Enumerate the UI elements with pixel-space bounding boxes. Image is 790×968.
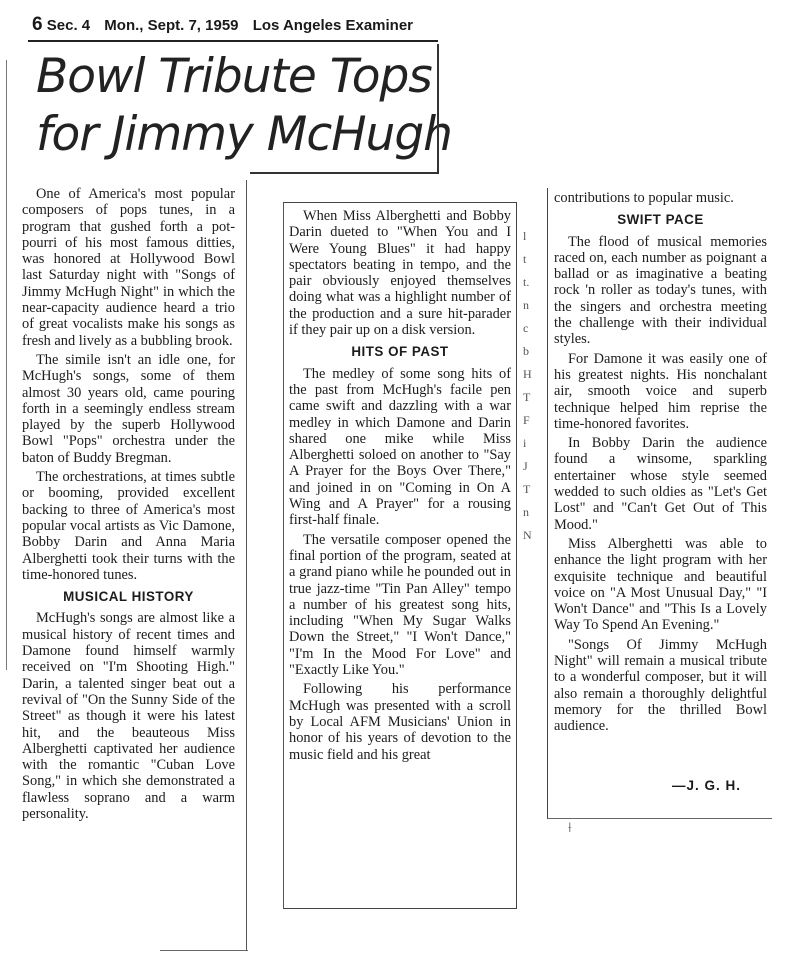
article-column-3 xyxy=(554,190,767,735)
paragraph: The versatile composer opened the final portion of the program, seated at a grand piano while he pounded out in true jazz-time "Tin Pan Alley" tempo a number of his greatest song hits, including "When My Sugar Walks Down the Street," "I Won't Dance," "I'm In the Mood For Love" and "Exactly Like You." xyxy=(289,531,511,679)
paragraph: For Damone it was easily one of his greatest nights. His nonchalant air, smooth voice and superb technique helped him reprise the time-honored favorites. xyxy=(554,350,767,432)
fragment: J xyxy=(523,459,528,473)
headline-border-bottom xyxy=(250,172,438,174)
paragraph: The medley of some song hits of the past from McHugh's facile pen came swift and dazzling with a war medley in which Damone and Darin shared one mike while Miss Alberghetti soloed on another to "Say A Prayer for the Boys Over There," and joined in on "Coming in On A Wing and A Prayer" for a rousing first-half finale. xyxy=(289,365,511,529)
paragraph: The flood of musical memories raced on, each number as poignant a ballad or as imaginative a beating rock 'n roller as today's tunes, with the singers and orchestra meeting the challenge with their individual styles. xyxy=(554,233,767,348)
fragment: F xyxy=(523,413,530,427)
fragment: b xyxy=(523,344,529,358)
article-column-2 xyxy=(289,208,511,763)
byline-initials: —J. G. H. xyxy=(672,778,742,793)
fragment: T xyxy=(523,390,531,404)
article-column-1 xyxy=(22,186,235,822)
headline-line-1: Bowl Tribute Tops xyxy=(36,49,432,104)
newspaper-name: Los Angeles Examiner xyxy=(252,17,414,34)
headline-line-2: for Jimmy McHugh xyxy=(36,107,452,162)
paragraph: McHugh's songs are almost like a musical history of recent times and Damone found himself warmly received on "I'm Shooting High." Darin, a talented singer beat out a revival of "On the Sunny Side of the Street" as though it were his latest hit, and the beauteous Miss Alberghetti captivated her audience with the romantic "Cuban Love Song," in which she demonstrated a flawless soprano and a warm personality. xyxy=(22,610,235,822)
headline-border-right xyxy=(437,44,439,174)
paragraph: In Bobby Darin the audience found a winsome, sparkling entertainer whose style seemed wedded to such oldies as "Let's Get Lost" and "Can't Get Out of This Mood." xyxy=(554,435,767,533)
paragraph: Miss Alberghetti was able to enhance the light program with her exquisite technique and beautiful voice on "A Most Unusual Day," "I Won't Dance" and "This Is a Lovely Way To Spend An Evening." xyxy=(554,535,767,634)
fragment: n xyxy=(523,298,529,312)
fragment: i xyxy=(523,436,527,450)
paragraph: When Miss Alberghetti and Bobby Darin dueted to "When You and I Were Young Blues" it had happy spectators beating in tempo, and the pair obviously enjoyed themselves doing what was a highlight number of the production and a sure hit-parader if they pair up on a disk version. xyxy=(289,208,511,339)
subheading: HITS OF PAST xyxy=(351,344,449,360)
fragment: l xyxy=(523,229,527,243)
page-number: 6 xyxy=(32,14,43,35)
subheading: MUSICAL HISTORY xyxy=(63,589,194,605)
paragraph: The orchestrations, at times subtle or booming, provided excellent backing to three of America's most popular vocal artists as Vic Damone, Bobby Darin and Anna Maria Alberghetti took their turns with the time-honored tunes. xyxy=(22,469,235,583)
fragment: n xyxy=(523,505,529,519)
scissor-mark: ⟊ xyxy=(568,820,572,836)
fragment: t. xyxy=(523,275,530,289)
paragraph: "Songs Of Jimmy McHugh Night" will remain a musical tribute to a wonderful composer, but it will also remain a thoroughly delightful memory for the thrilled Bowl audience. xyxy=(554,636,767,735)
paragraph: The simile isn't an idle one, for McHugh's songs, some of them almost 30 years old, came pouring forth in a seemingly endless stream played by the superb Hollywood Bowl "Pops" orchestra under the baton of Buddy Bregman. xyxy=(22,351,235,466)
section-label: Sec. 4 xyxy=(46,17,91,34)
fragment: T xyxy=(523,482,531,496)
masthead xyxy=(32,14,413,36)
fragment: c xyxy=(523,321,529,335)
paragraph: Following his performance McHugh was presented with a scroll by Local AFM Musicians' Union in honor of his years of devotion to the music field and his great xyxy=(289,681,511,763)
masthead-rule xyxy=(28,40,438,42)
fragment: t xyxy=(523,252,527,266)
paragraph: contributions to popular music. xyxy=(554,190,734,206)
clipping-edge xyxy=(6,60,7,670)
column-rule xyxy=(246,180,247,950)
paragraph: One of America's most popular composers of pops tunes, in a program that gushed forth a pot-pourri of his most famous ditties, was honored at Hollywood Bowl last Saturday night with "Songs of Jimmy McHugh Night" in which the near-capacity audience heard a trio of great vocalists make his songs as fresh and lively as a bubbling brook. xyxy=(22,186,235,349)
column-bottom-rule xyxy=(160,950,248,951)
headline xyxy=(36,48,456,164)
adjacent-clipping-fragments xyxy=(523,225,537,547)
fragment: H xyxy=(523,367,532,381)
issue-date: Mon., Sept. 7, 1959 xyxy=(104,17,239,34)
fragment: N xyxy=(523,528,532,542)
subheading: SWIFT PACE xyxy=(617,212,704,228)
